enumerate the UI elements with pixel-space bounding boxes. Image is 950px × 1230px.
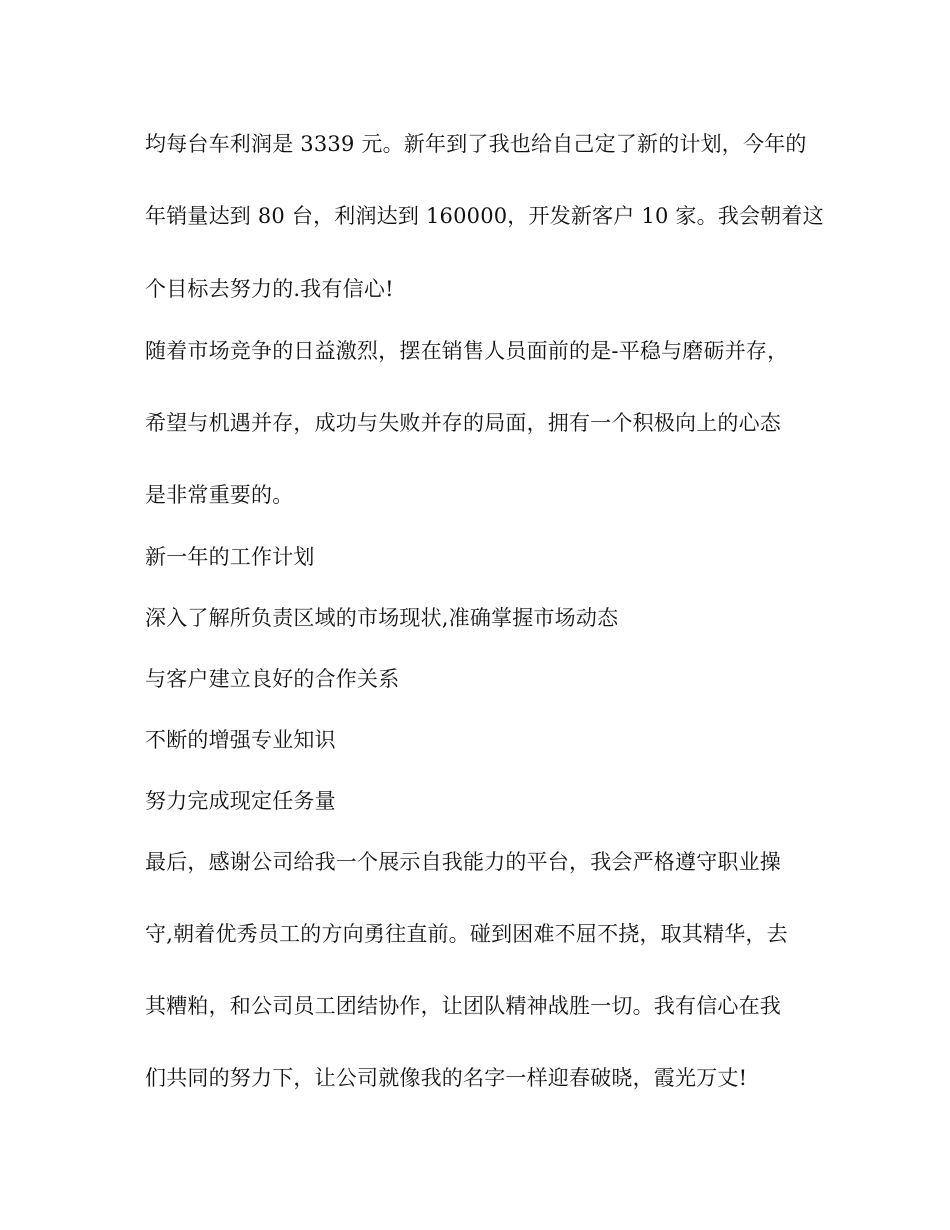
plan-item: 深入了解所负责区域的市场现状,准确掌握市场动态 bbox=[145, 606, 619, 630]
paragraph-line: 希望与机遇并存，成功与失败并存的局面，拥有一个积极向上的心态 bbox=[145, 411, 781, 435]
paragraph-line: 是非常重要的。 bbox=[145, 483, 294, 507]
plan-item: 不断的增强专业知识 bbox=[145, 728, 336, 752]
paragraph-line: 年销量达到 80 台，利润达到 160000，开发新客户 10 家。我会朝着这 bbox=[145, 204, 824, 228]
paragraph-line: 均每台车利润是 3339 元。新年到了我也给自己定了新的计划，今年的 bbox=[145, 132, 807, 156]
paragraph-line: 其糟粕，和公司员工团结协作，让团队精神战胜一切。我有信心在我 bbox=[145, 994, 781, 1018]
paragraph-line: 守,朝着优秀员工的方向勇往直前。碰到困难不屈不挠，取其精华，去 bbox=[145, 922, 788, 946]
paragraph-line: 随着市场竞争的日益激烈，摆在销售人员面前的是-平稳与磨砺并存， bbox=[145, 339, 789, 363]
paragraph-line: 最后，感谢公司给我一个展示自我能力的平台，我会严格遵守职业操 bbox=[145, 850, 781, 874]
plan-item: 与客户建立良好的合作关系 bbox=[145, 667, 400, 691]
paragraph-line: 们共同的努力下，让公司就像我的名字一样迎春破晓，霞光万丈! bbox=[145, 1066, 748, 1090]
plan-item: 努力完成现定任务量 bbox=[145, 789, 336, 813]
plan-heading: 新一年的工作计划 bbox=[145, 545, 315, 569]
paragraph-line: 个目标去努力的.我有信心! bbox=[145, 277, 394, 301]
